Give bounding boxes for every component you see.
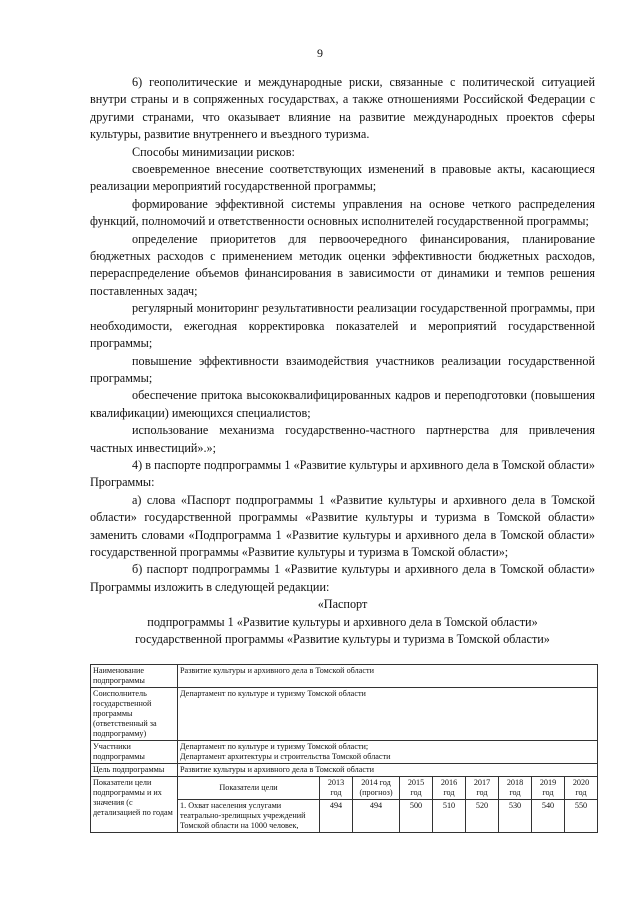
passport-title-line: подпрограммы 1 «Развитие культуры и архивного дела в Томской области» (147, 614, 538, 629)
paragraph: своевременное внесение соответствующих изменений в правовые акты, касающиеся реализации мероприятий государственной программы; (90, 162, 595, 194)
passport-table (90, 664, 598, 833)
passport-title-line: «Паспорт (317, 597, 368, 612)
page-number: 9 (317, 46, 323, 60)
passport-title-line: государственной программы «Развитие культуры и туризма в Томской области» (135, 632, 550, 646)
paragraph: а) слова «Паспорт подпрограммы 1 «Развитие культуры и архивного дела в Томской области» государственной программы «Развитие культуры и туризма в Томской области» заменить словами «Подпрограмма 1 «Развитие культуры и архивного дела в Томской области» государственной программы «Развитие культуры и туризма в Томской области»; (90, 492, 595, 559)
body-text (90, 74, 595, 648)
indicator-value: 520 (466, 800, 499, 833)
participant: Департамент архитектуры и строительства Томской области (180, 752, 391, 761)
row-label: Наименование подпрограммы (91, 665, 178, 688)
table-row (91, 741, 598, 764)
indicator-value: 540 (532, 800, 565, 833)
table-row (91, 777, 598, 800)
paragraph: 4) в паспорте подпрограммы 1 «Развитие культуры и архивного дела в Томской области» Программы: (90, 457, 595, 490)
row-label: Участники подпрограммы (91, 741, 178, 764)
paragraph: формирование эффективной системы управления на основе четкого распределения функций, полномочий и ответственности основных исполнителей государственной программы; (90, 196, 595, 229)
row-label: Соисполнитель государственной программы (ответственный за подпрограмму) (91, 688, 178, 741)
indicator-value: 550 (565, 800, 598, 833)
indicator-value: 530 (499, 800, 532, 833)
paragraph: регулярный мониторинг результативности реализации государственной программы, при необходимости, ежегодная корректировка показателей и мероприятий государственной программы; (90, 301, 595, 351)
table-row (91, 665, 598, 688)
year-header: 2017 год (466, 777, 499, 800)
paragraph: 6) геополитические и международные риски, связанные с политической ситуацией внутри страны и в сопряженных государствах, а также отношениями Российской Федерации с другими странами, что оказывает влияние на развитие международных проектов сферы культуры, развитие внутреннего и въездного туризма. (90, 75, 595, 142)
participant: Департамент по культуре и туризму Томской области; (180, 742, 369, 751)
table-row (91, 688, 598, 741)
paragraph: б) паспорт подпрограммы 1 «Развитие культуры и архивного дела в Томской области» Программы изложить в следующей редакции: (90, 562, 595, 594)
year-header: 2018 год (499, 777, 532, 800)
indicator-value: 494 (320, 800, 353, 833)
paragraph: использование механизма государственно-частного партнерства для привлечения частных инвестиций».»; (90, 423, 595, 455)
indicator-value: 494 (353, 800, 400, 833)
year-header: 2014 год (прогноз) (353, 777, 400, 800)
row-label: Цель подпрограммы (91, 764, 178, 777)
table-row (91, 764, 598, 777)
paragraph: определение приоритетов для первоочередного финансирования, планирование бюджетных расходов с применением методик оценки эффективности бюджетных расходов, перераспределение объемов финансирования в зависимости от динамики и темпов решения поставленных задач; (90, 231, 595, 298)
indicator-header: Показатели цели (178, 777, 320, 800)
paragraph: Способы минимизации рисков: (132, 144, 295, 159)
paragraph: повышение эффективности взаимодействия участников реализации государственной программы; (90, 353, 595, 385)
paragraph: обеспечение притока высококвалифицированных кадров и переподготовки (повышения квалификации) имеющихся специалистов; (90, 388, 595, 420)
year-header: 2016 год (433, 777, 466, 800)
row-value: Развитие культуры и архивного дела в Томской области (178, 665, 598, 688)
row-value: Департамент по культуре и туризму Томской области (178, 688, 598, 741)
row-value (178, 741, 598, 764)
indicator-value: 500 (400, 800, 433, 833)
year-header: 2015 год (400, 777, 433, 800)
indicator-value: 510 (433, 800, 466, 833)
row-label: Показатели цели подпрограммы и их значения (с детализацией по годам (91, 777, 178, 833)
year-header: 2019 год (532, 777, 565, 800)
year-header: 2020 год (565, 777, 598, 800)
row-value: Развитие культуры и архивного дела в Томской области (178, 764, 598, 777)
indicator-name: 1. Охват населения услугами театрально-зрелищных учреждений Томской области на 1000 человек, (178, 800, 320, 833)
year-header: 2013 год (320, 777, 353, 800)
